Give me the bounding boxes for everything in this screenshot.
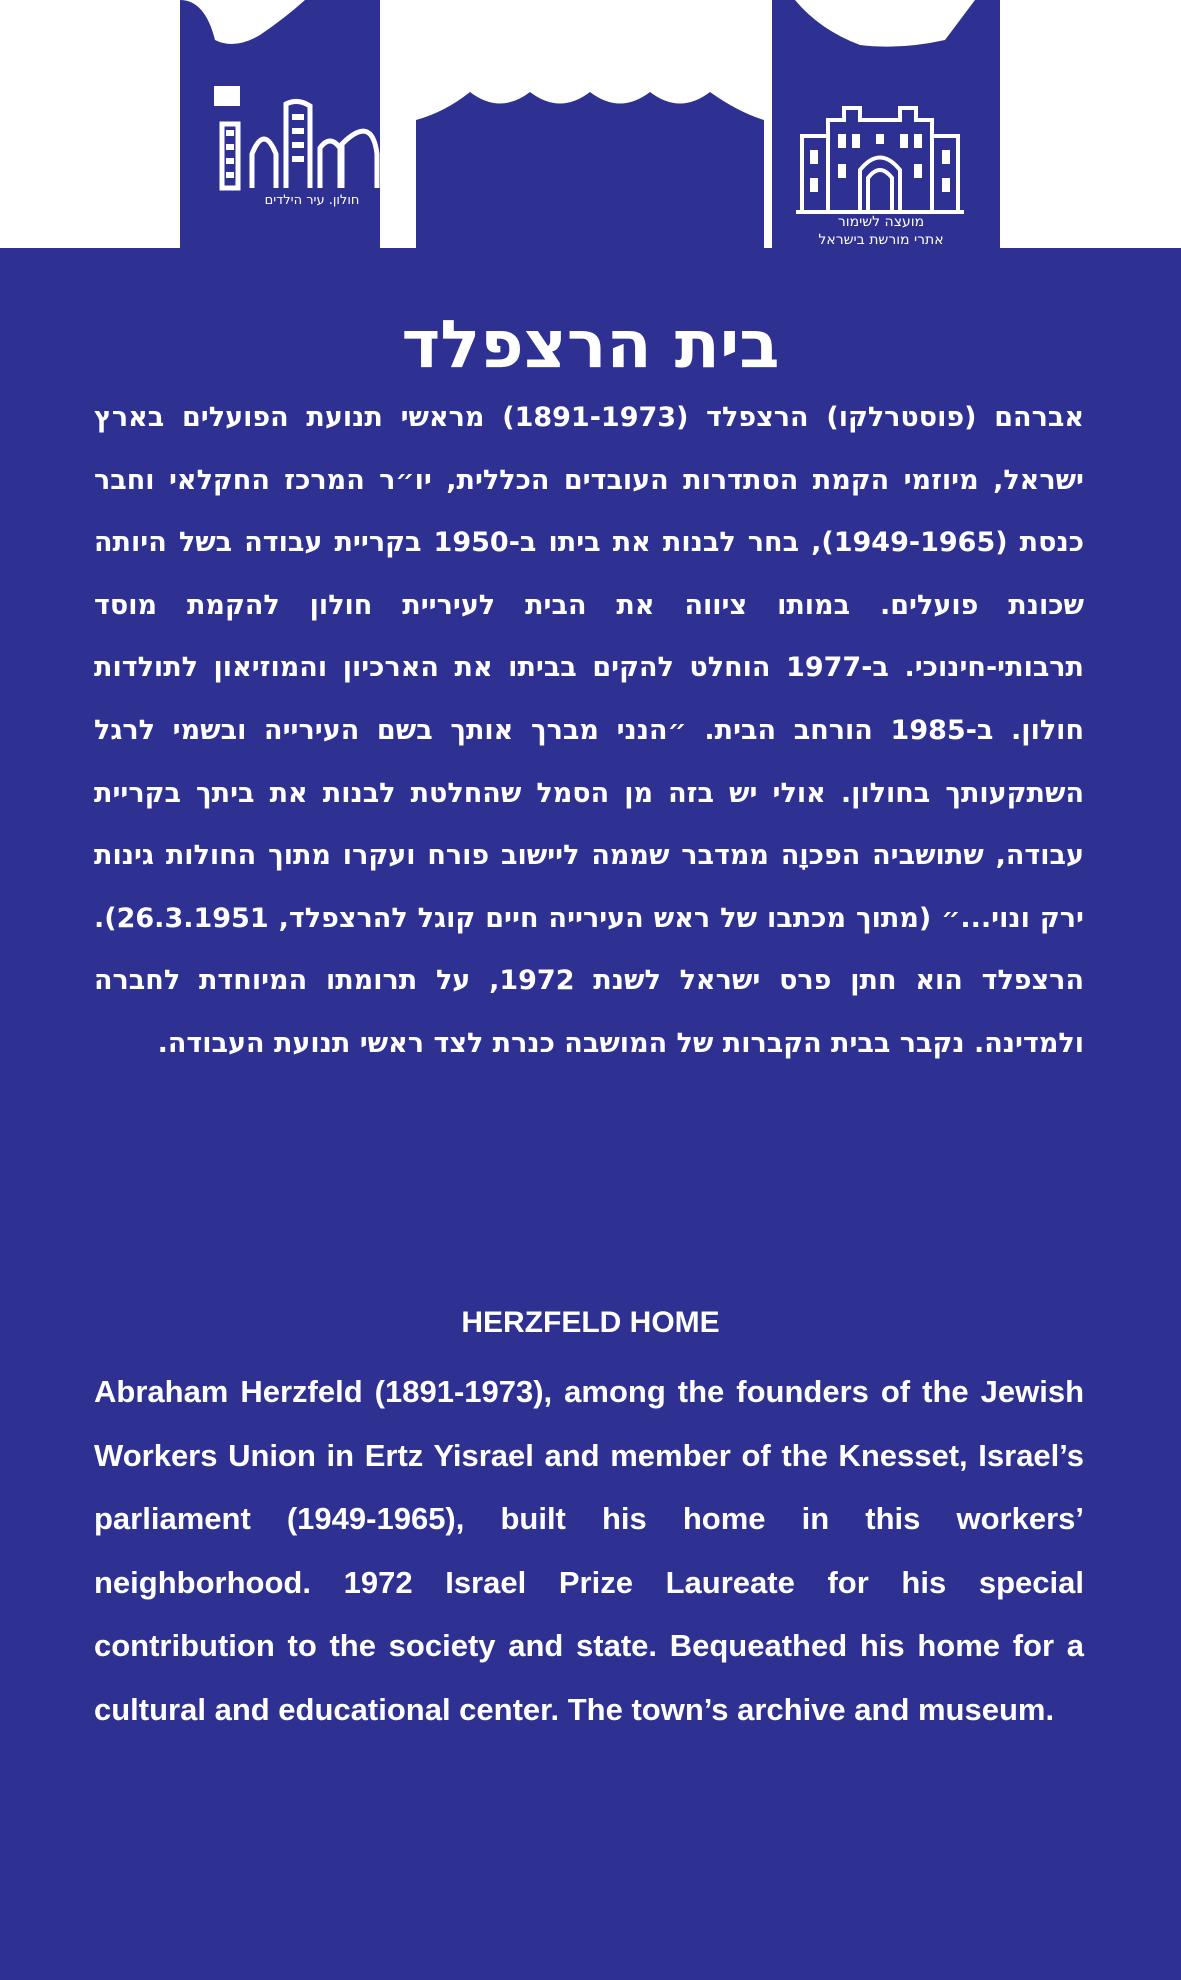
english-title: HERZFELD HOME bbox=[461, 1306, 720, 1339]
heritage-caption-line2: אתרי מורשת בישראל bbox=[818, 231, 944, 248]
hebrew-body: אברהם (פוסטרלקו) הרצפלד (1891-1973) מראשי תנועת הפועלים בארץ ישראל, מיוזמי הקמת הסתדרות העובדים הכללית, יו״ר המרכז החקלאי וחבר כנסת (1949-1965), בחר לבנות את ביתו ב-1950 בקריית עבודה בשל היותה שכונת פועלים. במותו ציווה את הבית לעיריית חולון להקמת מוסד תרבותי-חינוכי. ב-1977 הוחלט להקים בביתו את הארכיון והמוזיאון לתולדות חולון. ב-1985 הורחב הבית. ״הנני מברך אותך בשם העירייה ובשמי לרגל השתקעותך בחולון. אולי יש בזה מן הסמל שהחלטת לבנות את ביתך בקריית עבודה, שתושביה הפכוָה ממדבר שממה ליישוב פורח ועקרו מתוך החולות גינות ירק ונוי...״ (מתוך מכתבו של ראש העירייה חיים קוגל להרצפלד, 26.3.1951). הרצפלד הוא חתן פרס ישראל לשנת 1972, על תרומתו המיוחדת לחברה ולמדינה. נקבר בבית הקברות של המושבה כנרת לצד ראשי תנועת העבודה. bbox=[94, 402, 1084, 1059]
holon-logo-caption: חולון. עיר הילדים bbox=[264, 193, 360, 208]
heritage-council-caption bbox=[786, 214, 976, 249]
hebrew-title: בית הרצפלד bbox=[401, 306, 780, 383]
heritage-caption-line1: מועצה לשימור bbox=[837, 214, 925, 230]
english-body: Abraham Herzfeld (1891-1973), among the founders of the Jewish Workers Union in Ertz Yisrael and member of the Knesset, Israel’s parliament (1949-1965), built his home in this workers’ neighborhood. 1972 Israel Prize Laureate for his special contribution to the society and state. Bequeathed his home for a cultural and educational center. The town’s archive and museum. bbox=[94, 1374, 1084, 1727]
